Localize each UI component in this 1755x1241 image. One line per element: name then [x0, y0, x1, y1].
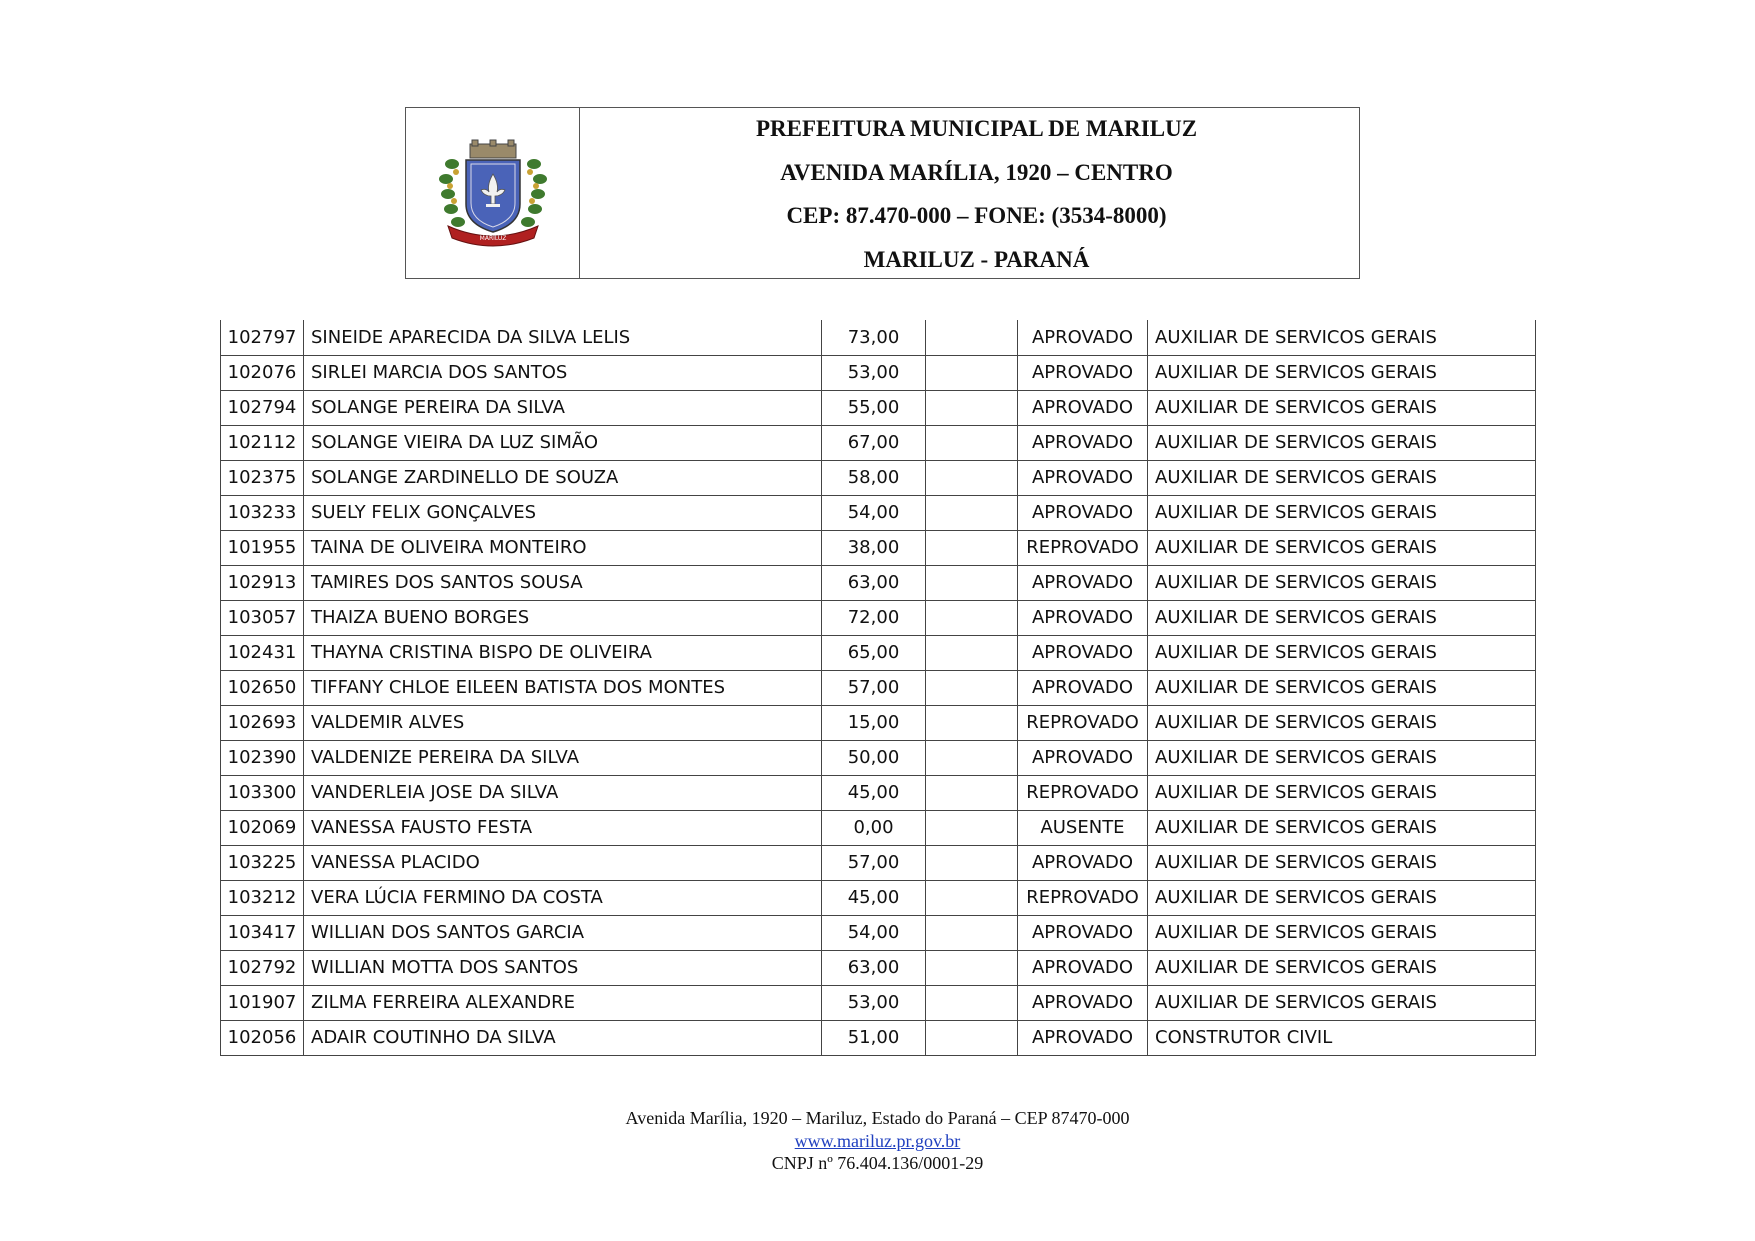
- candidate-name: VANESSA PLACIDO: [304, 845, 822, 880]
- candidate-id: 102076: [221, 355, 304, 390]
- table-row: [221, 775, 1536, 810]
- candidate-id: 102797: [221, 320, 304, 355]
- results-table: [220, 320, 1536, 1056]
- blank-cell: [926, 390, 1018, 425]
- candidate-score: 73,00: [822, 320, 926, 355]
- table-row: [221, 670, 1536, 705]
- results-table-body: [221, 320, 1536, 1055]
- table-row: [221, 845, 1536, 880]
- blank-cell: [926, 635, 1018, 670]
- candidate-role: AUXILIAR DE SERVICOS GERAIS: [1148, 810, 1536, 845]
- candidate-name: VERA LÚCIA FERMINO DA COSTA: [304, 880, 822, 915]
- candidate-role: AUXILIAR DE SERVICOS GERAIS: [1148, 495, 1536, 530]
- blank-cell: [926, 425, 1018, 460]
- candidate-role: AUXILIAR DE SERVICOS GERAIS: [1148, 950, 1536, 985]
- logo-cell: [406, 108, 580, 278]
- candidate-id: 103057: [221, 600, 304, 635]
- candidate-score: 51,00: [822, 1020, 926, 1055]
- table-row: [221, 355, 1536, 390]
- candidate-name: VANDERLEIA JOSE DA SILVA: [304, 775, 822, 810]
- candidate-status: APROVADO: [1018, 740, 1148, 775]
- candidate-id: 103417: [221, 915, 304, 950]
- candidate-name: ADAIR COUTINHO DA SILVA: [304, 1020, 822, 1055]
- city-state-line: MARILUZ - PARANÁ: [863, 246, 1090, 272]
- website-link[interactable]: www.mariluz.pr.gov.br: [794, 1130, 961, 1151]
- candidate-role: AUXILIAR DE SERVICOS GERAIS: [1148, 775, 1536, 810]
- candidate-name: VALDENIZE PEREIRA DA SILVA: [304, 740, 822, 775]
- candidate-status: APROVADO: [1018, 600, 1148, 635]
- candidate-id: 102794: [221, 390, 304, 425]
- candidate-status: APROVADO: [1018, 565, 1148, 600]
- table-row: [221, 705, 1536, 740]
- candidate-name: SUELY FELIX GONÇALVES: [304, 495, 822, 530]
- address-line: AVENIDA MARÍLIA, 1920 – CENTRO: [780, 159, 1173, 185]
- candidate-score: 54,00: [822, 495, 926, 530]
- letterhead: [405, 107, 1360, 279]
- candidate-score: 53,00: [822, 985, 926, 1020]
- candidate-status: REPROVADO: [1018, 705, 1148, 740]
- table-row: [221, 880, 1536, 915]
- candidate-score: 38,00: [822, 530, 926, 565]
- candidate-name: SOLANGE VIEIRA DA LUZ SIMÃO: [304, 425, 822, 460]
- table-row: [221, 320, 1536, 355]
- blank-cell: [926, 915, 1018, 950]
- candidate-id: 103233: [221, 495, 304, 530]
- blank-cell: [926, 880, 1018, 915]
- svg-text:MARILUZ: MARILUZ: [479, 235, 506, 242]
- candidate-score: 65,00: [822, 635, 926, 670]
- candidate-id: 102069: [221, 810, 304, 845]
- candidate-status: APROVADO: [1018, 670, 1148, 705]
- candidate-score: 55,00: [822, 390, 926, 425]
- candidate-status: APROVADO: [1018, 320, 1148, 355]
- letterhead-text: [580, 108, 1359, 278]
- candidate-id: 102431: [221, 635, 304, 670]
- candidate-role: CONSTRUTOR CIVIL: [1148, 1020, 1536, 1055]
- candidate-role: AUXILIAR DE SERVICOS GERAIS: [1148, 670, 1536, 705]
- candidate-role: AUXILIAR DE SERVICOS GERAIS: [1148, 320, 1536, 355]
- blank-cell: [926, 670, 1018, 705]
- candidate-status: APROVADO: [1018, 985, 1148, 1020]
- blank-cell: [926, 775, 1018, 810]
- candidate-role: AUXILIAR DE SERVICOS GERAIS: [1148, 425, 1536, 460]
- candidate-id: 102913: [221, 565, 304, 600]
- candidate-role: AUXILIAR DE SERVICOS GERAIS: [1148, 565, 1536, 600]
- blank-cell: [926, 320, 1018, 355]
- candidate-score: 67,00: [822, 425, 926, 460]
- candidate-status: APROVADO: [1018, 915, 1148, 950]
- candidate-status: APROVADO: [1018, 390, 1148, 425]
- candidate-score: 58,00: [822, 460, 926, 495]
- candidate-name: VANESSA FAUSTO FESTA: [304, 810, 822, 845]
- candidate-role: AUXILIAR DE SERVICOS GERAIS: [1148, 600, 1536, 635]
- candidate-name: VALDEMIR ALVES: [304, 705, 822, 740]
- candidate-id: 102792: [221, 950, 304, 985]
- candidate-name: WILLIAN MOTTA DOS SANTOS: [304, 950, 822, 985]
- candidate-id: 102056: [221, 1020, 304, 1055]
- candidate-id: 103212: [221, 880, 304, 915]
- blank-cell: [926, 810, 1018, 845]
- candidate-name: WILLIAN DOS SANTOS GARCIA: [304, 915, 822, 950]
- candidate-status: APROVADO: [1018, 355, 1148, 390]
- candidate-name: THAYNA CRISTINA BISPO DE OLIVEIRA: [304, 635, 822, 670]
- candidate-status: REPROVADO: [1018, 880, 1148, 915]
- municipality-title: PREFEITURA MUNICIPAL DE MARILUZ: [755, 116, 1198, 141]
- candidate-id: 102375: [221, 460, 304, 495]
- candidate-id: 102650: [221, 670, 304, 705]
- candidate-role: AUXILIAR DE SERVICOS GERAIS: [1148, 880, 1536, 915]
- blank-cell: [926, 355, 1018, 390]
- blank-cell: [926, 705, 1018, 740]
- coat-of-arms-icon: [434, 134, 552, 252]
- candidate-score: 45,00: [822, 775, 926, 810]
- candidate-score: 50,00: [822, 740, 926, 775]
- table-row: [221, 635, 1536, 670]
- candidate-name: TAINA DE OLIVEIRA MONTEIRO: [304, 530, 822, 565]
- candidate-score: 72,00: [822, 600, 926, 635]
- table-row: [221, 950, 1536, 985]
- candidate-status: APROVADO: [1018, 425, 1148, 460]
- candidate-name: SINEIDE APARECIDA DA SILVA LELIS: [304, 320, 822, 355]
- candidate-id: 101955: [221, 530, 304, 565]
- candidate-score: 63,00: [822, 565, 926, 600]
- table-row: [221, 495, 1536, 530]
- page-footer: [0, 1107, 1755, 1175]
- candidate-role: AUXILIAR DE SERVICOS GERAIS: [1148, 635, 1536, 670]
- candidate-status: AUSENTE: [1018, 810, 1148, 845]
- table-row: [221, 985, 1536, 1020]
- candidate-role: AUXILIAR DE SERVICOS GERAIS: [1148, 845, 1536, 880]
- candidate-status: APROVADO: [1018, 635, 1148, 670]
- candidate-role: AUXILIAR DE SERVICOS GERAIS: [1148, 355, 1536, 390]
- candidate-name: SIRLEI MARCIA DOS SANTOS: [304, 355, 822, 390]
- table-row: [221, 530, 1536, 565]
- candidate-score: 0,00: [822, 810, 926, 845]
- candidate-id: 103225: [221, 845, 304, 880]
- candidate-status: APROVADO: [1018, 460, 1148, 495]
- table-row: [221, 740, 1536, 775]
- blank-cell: [926, 1020, 1018, 1055]
- candidate-status: APROVADO: [1018, 1020, 1148, 1055]
- candidate-status: REPROVADO: [1018, 775, 1148, 810]
- candidate-name: TIFFANY CHLOE EILEEN BATISTA DOS MONTES: [304, 670, 822, 705]
- candidate-score: 54,00: [822, 915, 926, 950]
- blank-cell: [926, 495, 1018, 530]
- candidate-role: AUXILIAR DE SERVICOS GERAIS: [1148, 985, 1536, 1020]
- table-row: [221, 1020, 1536, 1055]
- candidate-id: 102112: [221, 425, 304, 460]
- blank-cell: [926, 460, 1018, 495]
- candidate-name: SOLANGE ZARDINELLO DE SOUZA: [304, 460, 822, 495]
- candidate-id: 102693: [221, 705, 304, 740]
- candidate-score: 15,00: [822, 705, 926, 740]
- candidate-id: 103300: [221, 775, 304, 810]
- blank-cell: [926, 845, 1018, 880]
- blank-cell: [926, 740, 1018, 775]
- candidate-status: APROVADO: [1018, 950, 1148, 985]
- candidate-status: APROVADO: [1018, 495, 1148, 530]
- table-row: [221, 810, 1536, 845]
- blank-cell: [926, 600, 1018, 635]
- candidate-name: ZILMA FERREIRA ALEXANDRE: [304, 985, 822, 1020]
- table-row: [221, 425, 1536, 460]
- candidate-role: AUXILIAR DE SERVICOS GERAIS: [1148, 705, 1536, 740]
- blank-cell: [926, 565, 1018, 600]
- table-row: [221, 600, 1536, 635]
- table-row: [221, 460, 1536, 495]
- cep-phone-line: CEP: 87.470-000 – FONE: (3534-8000): [786, 203, 1167, 228]
- footer-cnpj: CNPJ nº 76.404.136/0001-29: [771, 1153, 984, 1173]
- candidate-name: THAIZA BUENO BORGES: [304, 600, 822, 635]
- candidate-role: AUXILIAR DE SERVICOS GERAIS: [1148, 390, 1536, 425]
- candidate-score: 57,00: [822, 670, 926, 705]
- candidate-role: AUXILIAR DE SERVICOS GERAIS: [1148, 530, 1536, 565]
- candidate-score: 53,00: [822, 355, 926, 390]
- blank-cell: [926, 530, 1018, 565]
- candidate-role: AUXILIAR DE SERVICOS GERAIS: [1148, 740, 1536, 775]
- candidate-id: 102390: [221, 740, 304, 775]
- table-row: [221, 915, 1536, 950]
- candidate-id: 101907: [221, 985, 304, 1020]
- candidate-score: 45,00: [822, 880, 926, 915]
- blank-cell: [926, 950, 1018, 985]
- candidate-status: REPROVADO: [1018, 530, 1148, 565]
- candidate-name: SOLANGE PEREIRA DA SILVA: [304, 390, 822, 425]
- candidate-name: TAMIRES DOS SANTOS SOUSA: [304, 565, 822, 600]
- blank-cell: [926, 985, 1018, 1020]
- candidate-score: 63,00: [822, 950, 926, 985]
- candidate-status: APROVADO: [1018, 845, 1148, 880]
- table-row: [221, 565, 1536, 600]
- table-row: [221, 390, 1536, 425]
- candidate-role: AUXILIAR DE SERVICOS GERAIS: [1148, 915, 1536, 950]
- candidate-role: AUXILIAR DE SERVICOS GERAIS: [1148, 460, 1536, 495]
- footer-address: Avenida Marília, 1920 – Mariluz, Estado do Paraná – CEP 87470-000: [625, 1108, 1130, 1128]
- candidate-score: 57,00: [822, 845, 926, 880]
